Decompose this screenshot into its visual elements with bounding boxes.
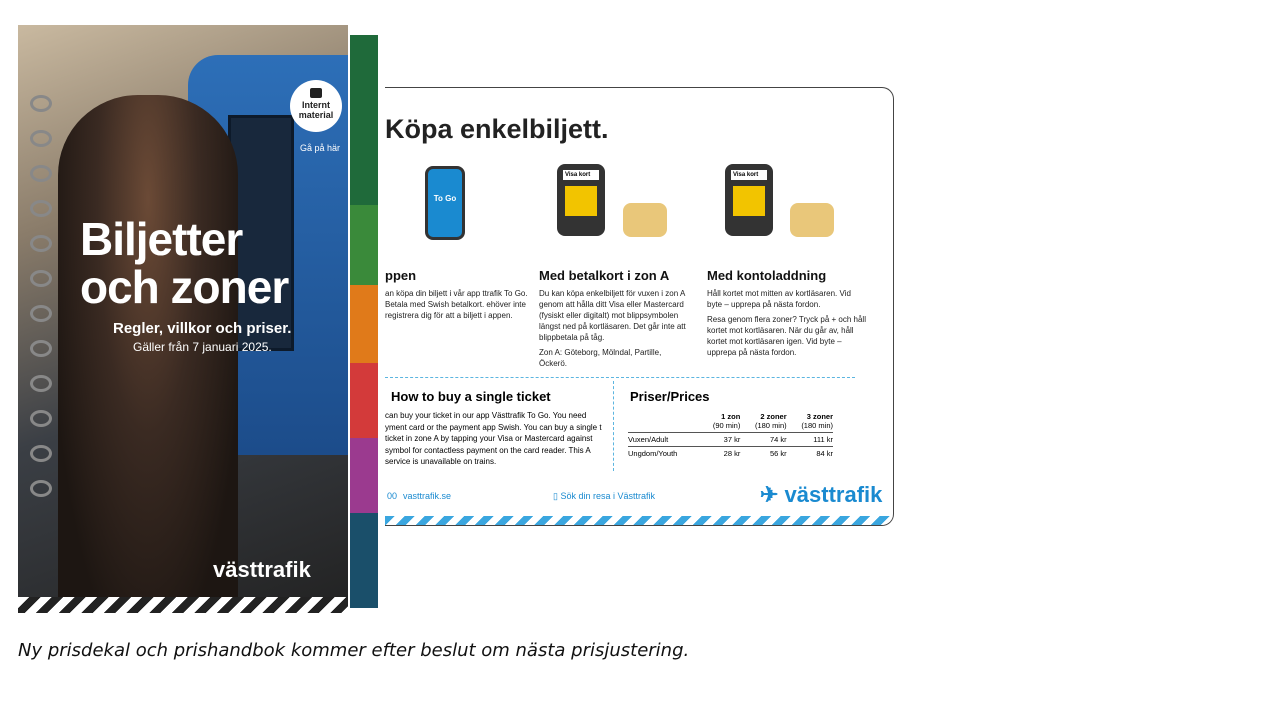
phone-app-icon: To Go bbox=[425, 166, 465, 240]
badge-text: Internt material bbox=[298, 100, 334, 120]
column-heading: ppen bbox=[385, 268, 417, 283]
divider bbox=[613, 381, 614, 471]
booklet-logo: västtrafik bbox=[213, 557, 311, 582]
hand-card-icon bbox=[790, 203, 834, 237]
reader-label: Visa kort bbox=[731, 170, 767, 180]
price-decal bbox=[385, 87, 894, 526]
column-text: an köpa din biljett i vår app ttrafik To Go. Betala med Swish betalkort. ehöver inte registrera dig för att a biljett i appen. bbox=[385, 289, 528, 320]
tab bbox=[350, 35, 378, 205]
column-heading: Med kontoladdning bbox=[707, 268, 827, 283]
tab bbox=[350, 285, 378, 363]
decal-title: Köpa enkelbiljett. bbox=[385, 114, 609, 144]
col-header: 2 zoner (180 min) bbox=[754, 412, 787, 430]
phone-icon: ▯ bbox=[553, 491, 561, 501]
english-text: can buy your ticket in our app Västtrafik To Go. You need yment card or the payment app Swish. You can buy a single t ticket in zone A by tapping your Visa or Mastercard against symbol for contactless payment on the card reader. This A service is unavailable on trains. bbox=[385, 411, 602, 466]
price-table bbox=[628, 410, 833, 460]
stripes bbox=[18, 597, 348, 613]
tab bbox=[350, 438, 378, 513]
tab bbox=[350, 513, 378, 608]
tab bbox=[350, 363, 378, 438]
spiral-binding bbox=[0, 90, 46, 510]
title-line1: Biljetter bbox=[80, 213, 243, 265]
prices-heading: Priser/Prices bbox=[630, 389, 710, 404]
hand-card-icon bbox=[623, 203, 667, 237]
english-heading: How to buy a single ticket bbox=[391, 389, 551, 404]
footer-phone: 00 bbox=[387, 491, 398, 501]
column-text: Resa genom flera zoner? Tryck på + och håll kortet mot kortläsaren. När du går av, håll kortet mot kortläsaren igen. Vid byte – upprepa på nästa fordon. bbox=[707, 315, 866, 357]
lock-icon bbox=[310, 88, 322, 98]
column-text: Du kan köpa enkelbiljett för vuxen i zon A genom att hålla ditt Visa eller Mastercard (fysiskt eller digitalt) mot blippsymbolen längst ned på kortläsaren. Det går inte att blippbetala på tåg. bbox=[539, 289, 686, 342]
title-line2: och zoner bbox=[80, 261, 289, 313]
footer-app: ▯ Sök din resa i Västtrafik bbox=[553, 491, 655, 501]
stripes bbox=[385, 516, 893, 525]
col-header: 3 zoner (180 min) bbox=[801, 412, 833, 430]
bus-sign: Gå på här bbox=[300, 143, 341, 153]
person-photo bbox=[58, 95, 238, 613]
caption: Ny prisdekal och prishandbok kommer efter beslut om nästa prisjustering. bbox=[18, 640, 690, 661]
reader-label: Visa kort bbox=[563, 170, 599, 180]
booklet-date: Gäller från 7 januari 2025. bbox=[133, 340, 272, 354]
card-reader-icon bbox=[557, 164, 605, 236]
vasttrafik-logo: ✈ västtrafik bbox=[760, 482, 883, 507]
english-section bbox=[385, 389, 610, 468]
card-reader-icon bbox=[725, 164, 773, 236]
column-account bbox=[707, 268, 867, 362]
table-row: Ungdom/Youth 28 kr 56 kr 84 kr bbox=[628, 447, 833, 461]
footer-website: vasttrafik.se bbox=[403, 491, 452, 501]
column-heading: Med betalkort i zon A bbox=[539, 268, 670, 283]
column-text: Zon A: Göteborg, Mölndal, Partille, Öckerö. bbox=[539, 348, 662, 368]
tab bbox=[350, 205, 378, 285]
column-app bbox=[385, 268, 537, 325]
divider bbox=[385, 377, 855, 378]
internal-badge bbox=[290, 80, 342, 132]
booklet-cover bbox=[18, 25, 348, 613]
booklet-title bbox=[80, 215, 288, 311]
table-row: Vuxen/Adult 37 kr 74 kr 111 kr bbox=[628, 433, 833, 447]
column-card bbox=[539, 268, 691, 373]
booklet-subtitle: Regler, villkor och priser. bbox=[113, 320, 292, 337]
col-header: 1 zon (90 min) bbox=[712, 412, 741, 430]
column-text: Håll kortet mot mitten av kortläsaren. Vid byte – upprepa på nästa fordon. bbox=[707, 289, 851, 309]
